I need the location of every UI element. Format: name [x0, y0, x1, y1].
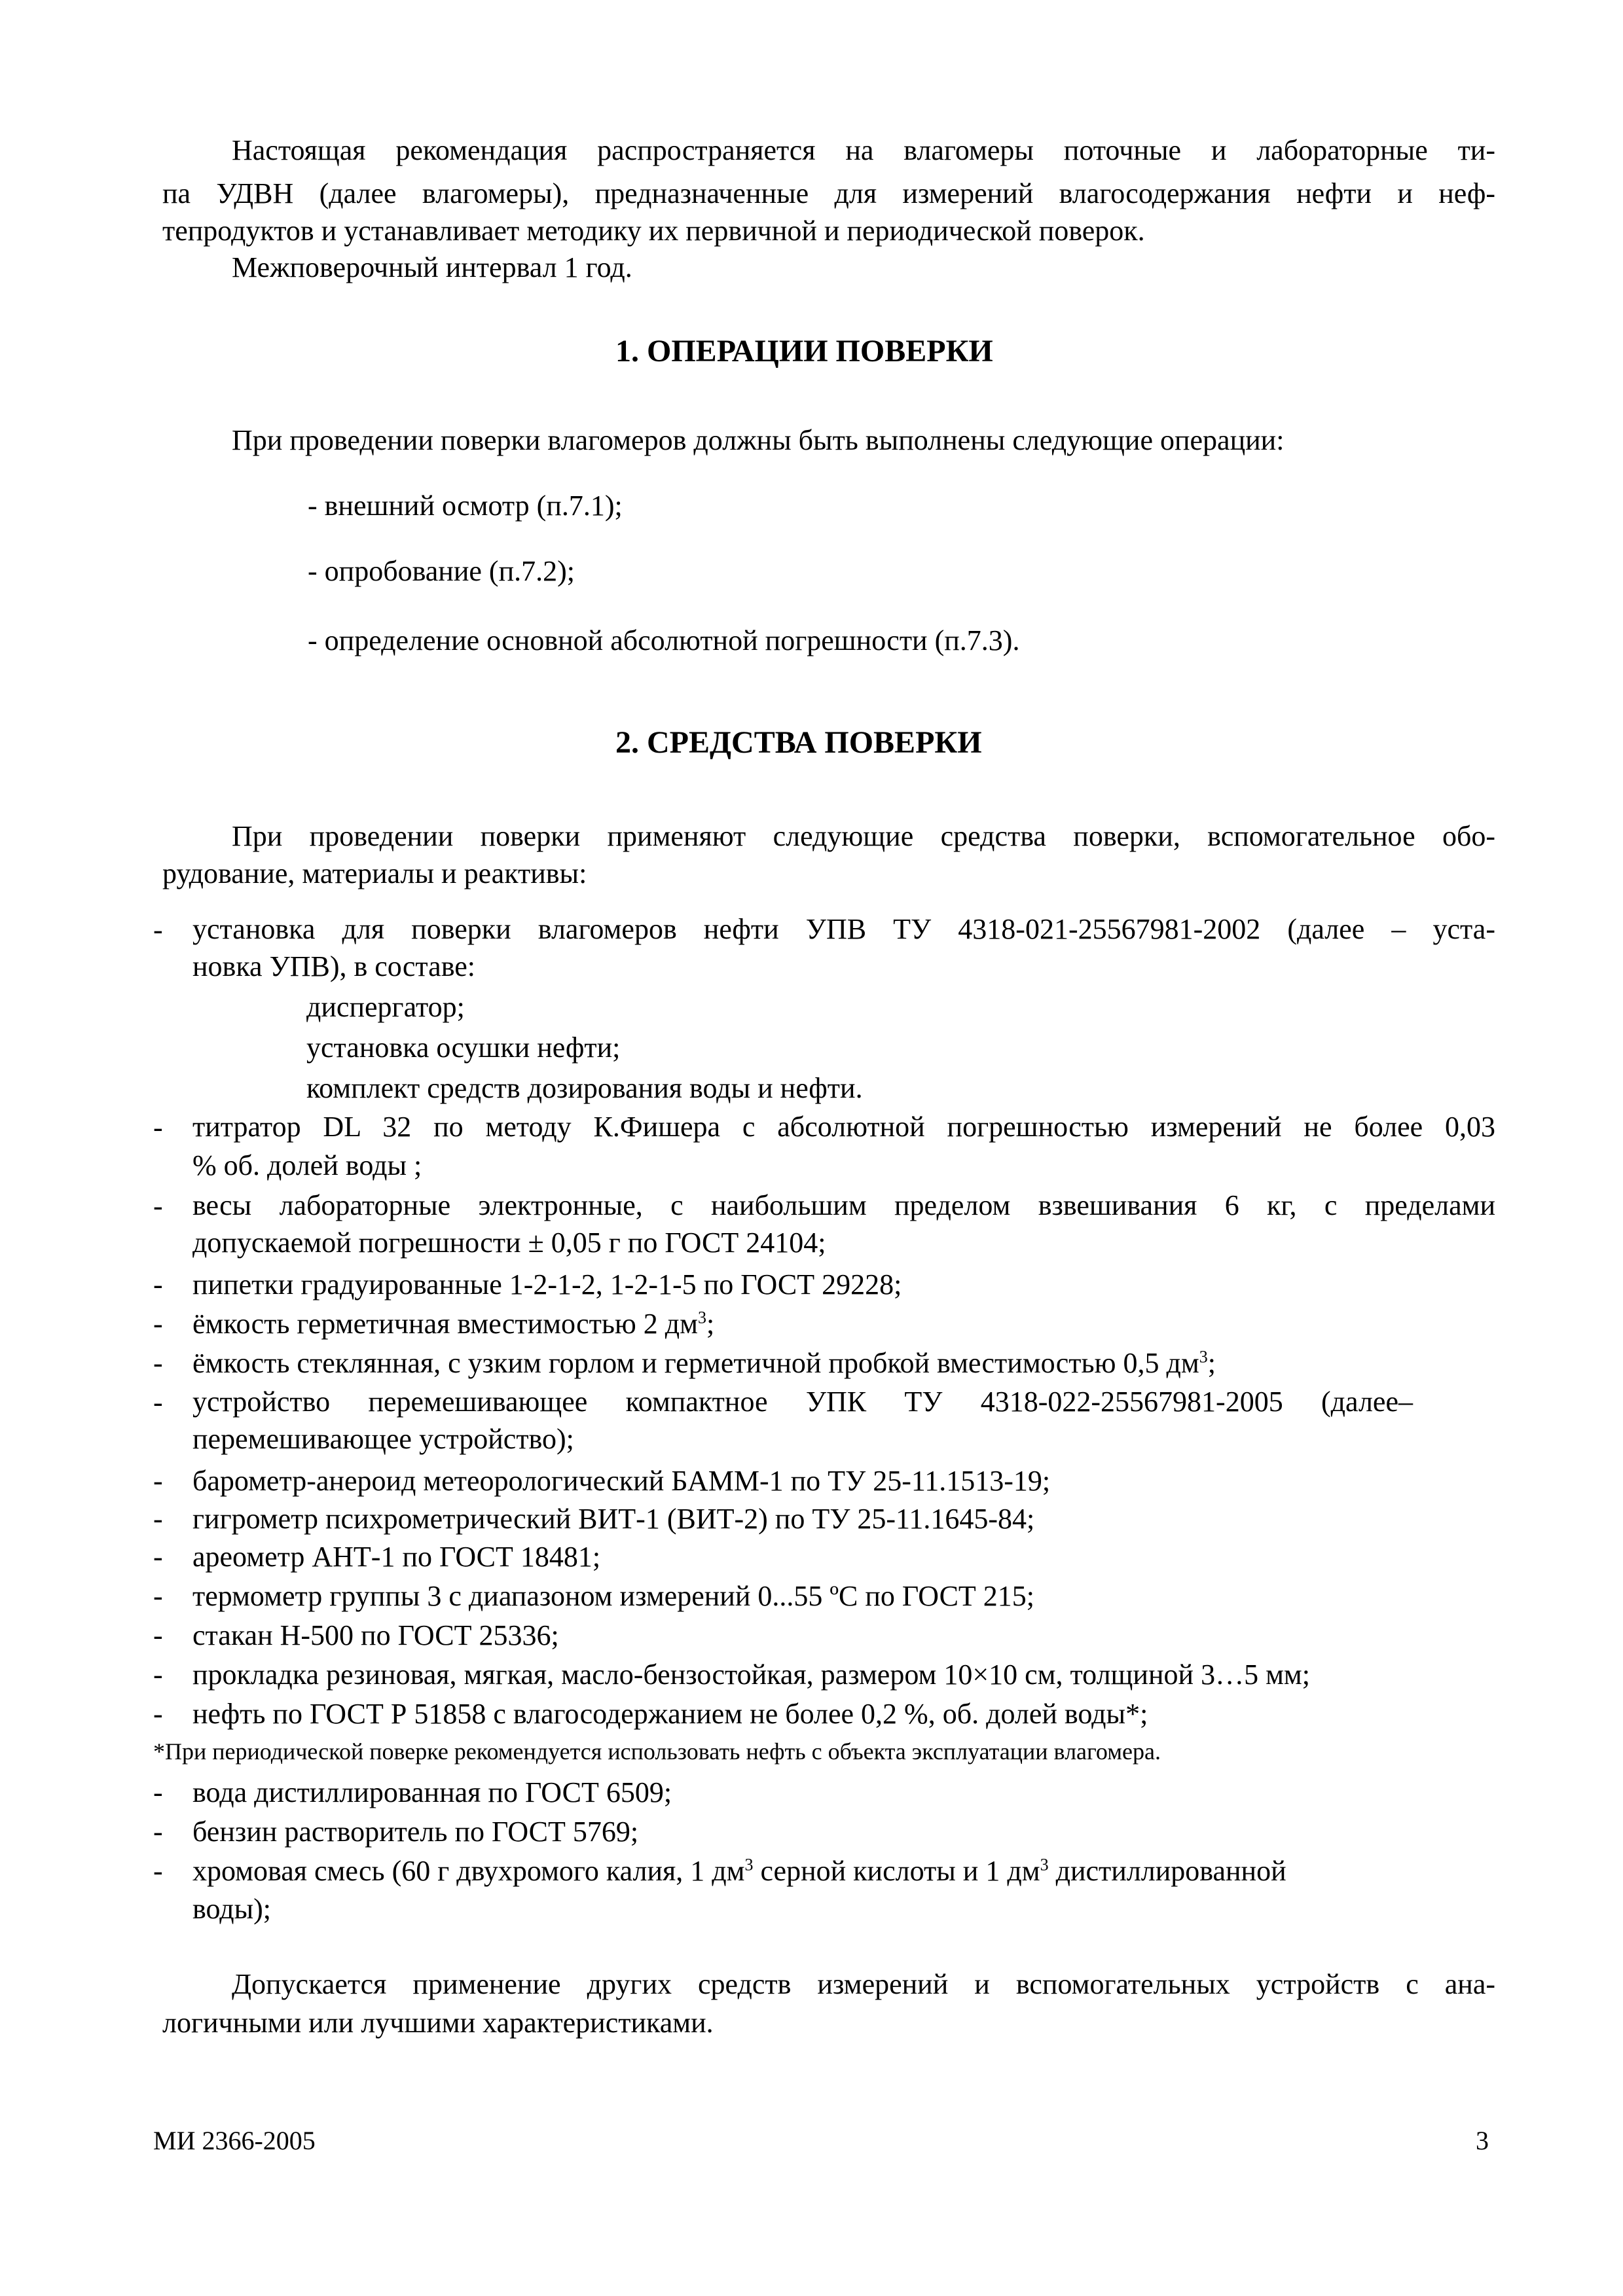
- list-bullet: -: [153, 1580, 163, 1612]
- list-bullet: -: [153, 1659, 163, 1691]
- equipment-water: вода дистиллированная по ГОСТ 6509;: [192, 1776, 672, 1808]
- equipment-pipettes: пипетки градуированные 1-2-1-2, 1-2-1-5 по ГОСТ 29228;: [192, 1268, 902, 1300]
- list-bullet: -: [153, 1268, 163, 1300]
- operation-item: - внешний осмотр (п.7.1);: [308, 490, 623, 522]
- equipment-scales-line-2: допускаемой погрешности ± 0,05 г по ГОСТ 24104;: [192, 1227, 826, 1259]
- equipment-hygrometer: гигрометр психрометрический ВИТ-1 (ВИТ-2) по ТУ 25-11.1645-84;: [192, 1503, 1035, 1535]
- section-2-heading: 2. СРЕДСТВА ПОВЕРКИ: [615, 725, 982, 760]
- list-bullet: -: [153, 1776, 163, 1808]
- equipment-titrator-line-2: % об. долей воды ;: [192, 1149, 422, 1181]
- section-2-lead-line-1: При проведении поверки применяют следующие средства поверки, вспомогательное обо-: [232, 820, 1495, 852]
- equipment-beaker: стакан Н-500 по ГОСТ 25336;: [192, 1619, 559, 1651]
- equipment-upv-line-2: новка УПВ), в составе:: [192, 950, 475, 982]
- intro-line-2: па УДВН (далее влагомеры), предназначенные для измерений влагосодержания нефти и неф-: [162, 177, 1495, 209]
- list-bullet: -: [153, 1190, 163, 1222]
- list-bullet: -: [153, 1698, 163, 1730]
- section-1-lead: При проведении поверки влагомеров должны быть выполнены следующие операции:: [232, 424, 1285, 456]
- footnote: *При периодической поверке рекомендуется использовать нефть с объекта эксплуатации влагомера.: [153, 1738, 1161, 1765]
- equipment-thermometer: термометр группы 3 с диапазоном измерений 0...55 ºС по ГОСТ 215;: [192, 1580, 1035, 1612]
- list-bullet: -: [153, 1541, 163, 1573]
- intro-line-3: тепродуктов и устанавливает методику их первичной и периодической поверок.: [162, 215, 1145, 247]
- list-bullet: -: [153, 1111, 163, 1143]
- interval-line: Межповерочный интервал 1 год.: [232, 251, 632, 283]
- list-bullet: -: [153, 1816, 163, 1848]
- equipment-upv-line-1: установка для поверки влагомеров нефти УПВ ТУ 4318-021-25567981-2002 (далее – уста-: [192, 913, 1495, 945]
- equipment-mixer-line-2: перемешивающее устройство);: [192, 1423, 574, 1455]
- list-bullet: -: [153, 1465, 163, 1497]
- intro-line-1: Настоящая рекомендация распространяется на влагомеры поточные и лабораторные ти-: [232, 134, 1495, 166]
- list-bullet: -: [153, 1619, 163, 1651]
- upv-component: установка осушки нефти;: [306, 1031, 621, 1064]
- equipment-titrator-line-1: титратор DL 32 по методу К.Фишера с абсолютной погрешностью измерений не более 0,03: [192, 1111, 1495, 1143]
- equipment-chromic-mixture-line-2: воды);: [192, 1893, 272, 1925]
- list-bullet: -: [153, 1347, 163, 1379]
- list-bullet: -: [153, 1503, 163, 1535]
- equipment-glass-vessel: ёмкость стеклянная, с узким горлом и герметичной пробкой вместимостью 0,5 $дм^3$;: [192, 1347, 1216, 1379]
- operation-item: - опробование (п.7.2);: [308, 555, 575, 587]
- page-number: 3: [1476, 2126, 1489, 2155]
- list-bullet: -: [153, 1386, 163, 1418]
- section-1-heading: 1. ОПЕРАЦИИ ПОВЕРКИ: [615, 334, 993, 368]
- equipment-oil: нефть по ГОСТ Р 51858 с влагосодержанием не более 0,2 %, об. долей воды*;: [192, 1698, 1148, 1730]
- closing-line-2: логичными или лучшими характеристиками.: [162, 2007, 714, 2039]
- equipment-barometer: барометр-анероид метеорологический БАММ-1 по ТУ 25-11.1513-19;: [192, 1465, 1051, 1497]
- equipment-mixer-line-1: устройство перемешивающее компактное УПК ТУ 4318-022-25567981-2005 (далее–: [192, 1386, 1413, 1418]
- closing-line-1: Допускается применение других средств измерений и вспомогательных устройств с ана-: [232, 1968, 1495, 2000]
- upv-component: диспергатор;: [306, 991, 465, 1023]
- list-bullet: -: [153, 914, 163, 946]
- equipment-areometer: ареометр АНТ-1 по ГОСТ 18481;: [192, 1541, 601, 1573]
- list-bullet: -: [153, 1855, 163, 1887]
- upv-component: комплект средств дозирования воды и нефти.: [306, 1072, 863, 1104]
- equipment-gasket: прокладка резиновая, мягкая, масло-бензостойкая, размером 10×10 см, толщиной 3…5 мм;: [192, 1659, 1310, 1691]
- equipment-sealed-vessel: ёмкость герметичная вместимостью 2 $дм^3$;: [192, 1308, 715, 1340]
- section-2-lead-line-2: рудование, материалы и реактивы:: [162, 857, 587, 889]
- equipment-scales-line-1: весы лабораторные электронные, с наибольшим пределом взвешивания 6 кг, с пределами: [192, 1189, 1495, 1221]
- equipment-chromic-mixture-line-1: хромовая смесь (60 г двухромого калия, 1 $дм^3$ серной кислоты и 1 $дм^3$ дистиллированной: [192, 1855, 1286, 1887]
- list-bullet: -: [153, 1308, 163, 1340]
- operation-item: - определение основной абсолютной погрешности (п.7.3).: [308, 624, 1020, 656]
- footer-doc-code: МИ 2366-2005: [153, 2126, 316, 2155]
- equipment-petrol: бензин растворитель по ГОСТ 5769;: [192, 1816, 639, 1848]
